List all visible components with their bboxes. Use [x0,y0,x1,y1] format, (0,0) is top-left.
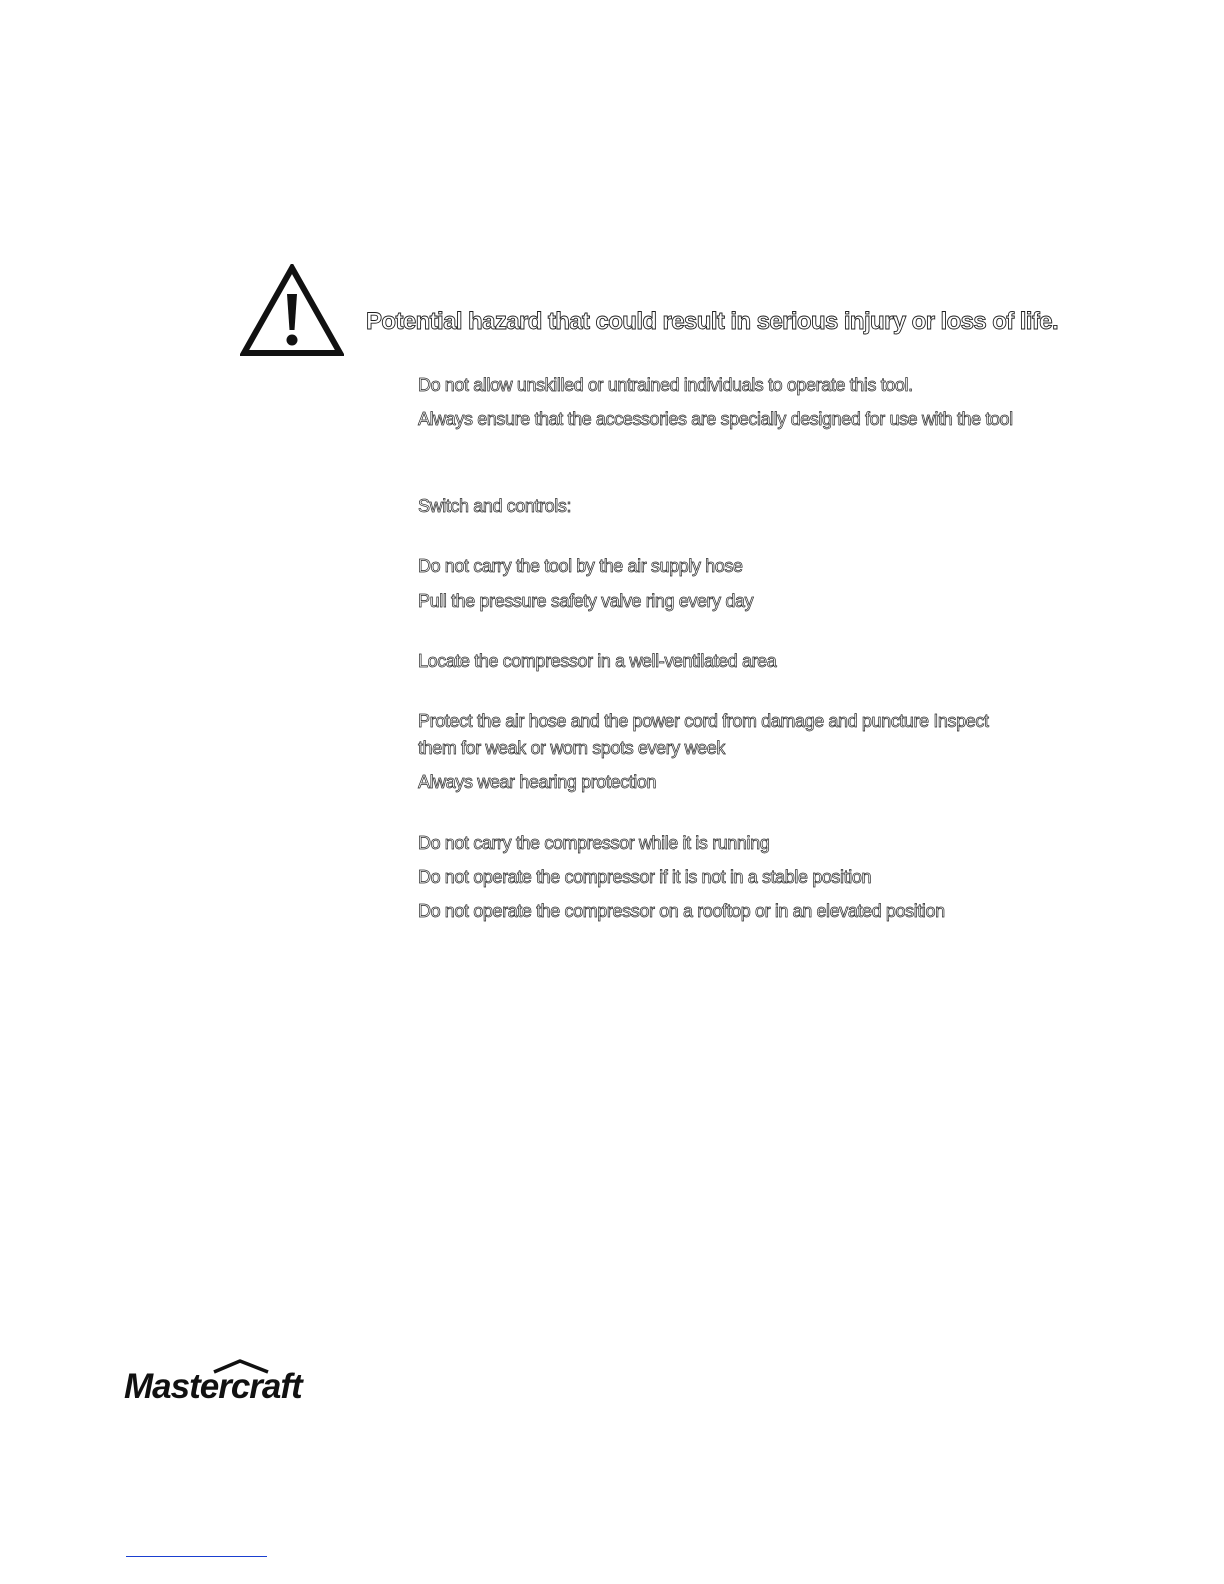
footer-link-underline[interactable] [126,1556,267,1557]
safety-item-rooftop: Do not operate the compressor on a rooftop or in an elevated position [418,901,945,921]
safety-item-protect-hose: Protect the air hose and the power cord from damage and puncture Inspect them for weak or worn spots every week [418,711,989,758]
safety-item-accessories: Always ensure that the accessories are specially designed for use with the tool [418,409,1013,429]
safety-item-unskilled: Do not allow unskilled or untrained individuals to operate this tool. [418,375,913,395]
warning-triangle-icon [240,264,344,358]
safety-item-air-hose-carry: Do not carry the tool by the air supply hose [418,556,743,576]
safety-item-hearing: Always wear hearing protection [418,772,657,792]
logo-wordmark: Mastercraft [124,1367,302,1404]
safety-item-carry-running: Do not carry the compressor while it is running [418,833,770,853]
safety-item-valve-ring: Pull the pressure safety valve ring every day [418,591,754,611]
safety-item-stable: Do not operate the compressor if it is not in a stable position [418,867,872,887]
safety-item-switch-controls: Switch and controls: [418,496,572,516]
mastercraft-logo [122,1358,362,1404]
hazard-headline: Potential hazard that could result in serious injury or loss of life. [366,308,1059,335]
safety-item-ventilated: Locate the compressor in a well-ventilated area [418,651,777,671]
